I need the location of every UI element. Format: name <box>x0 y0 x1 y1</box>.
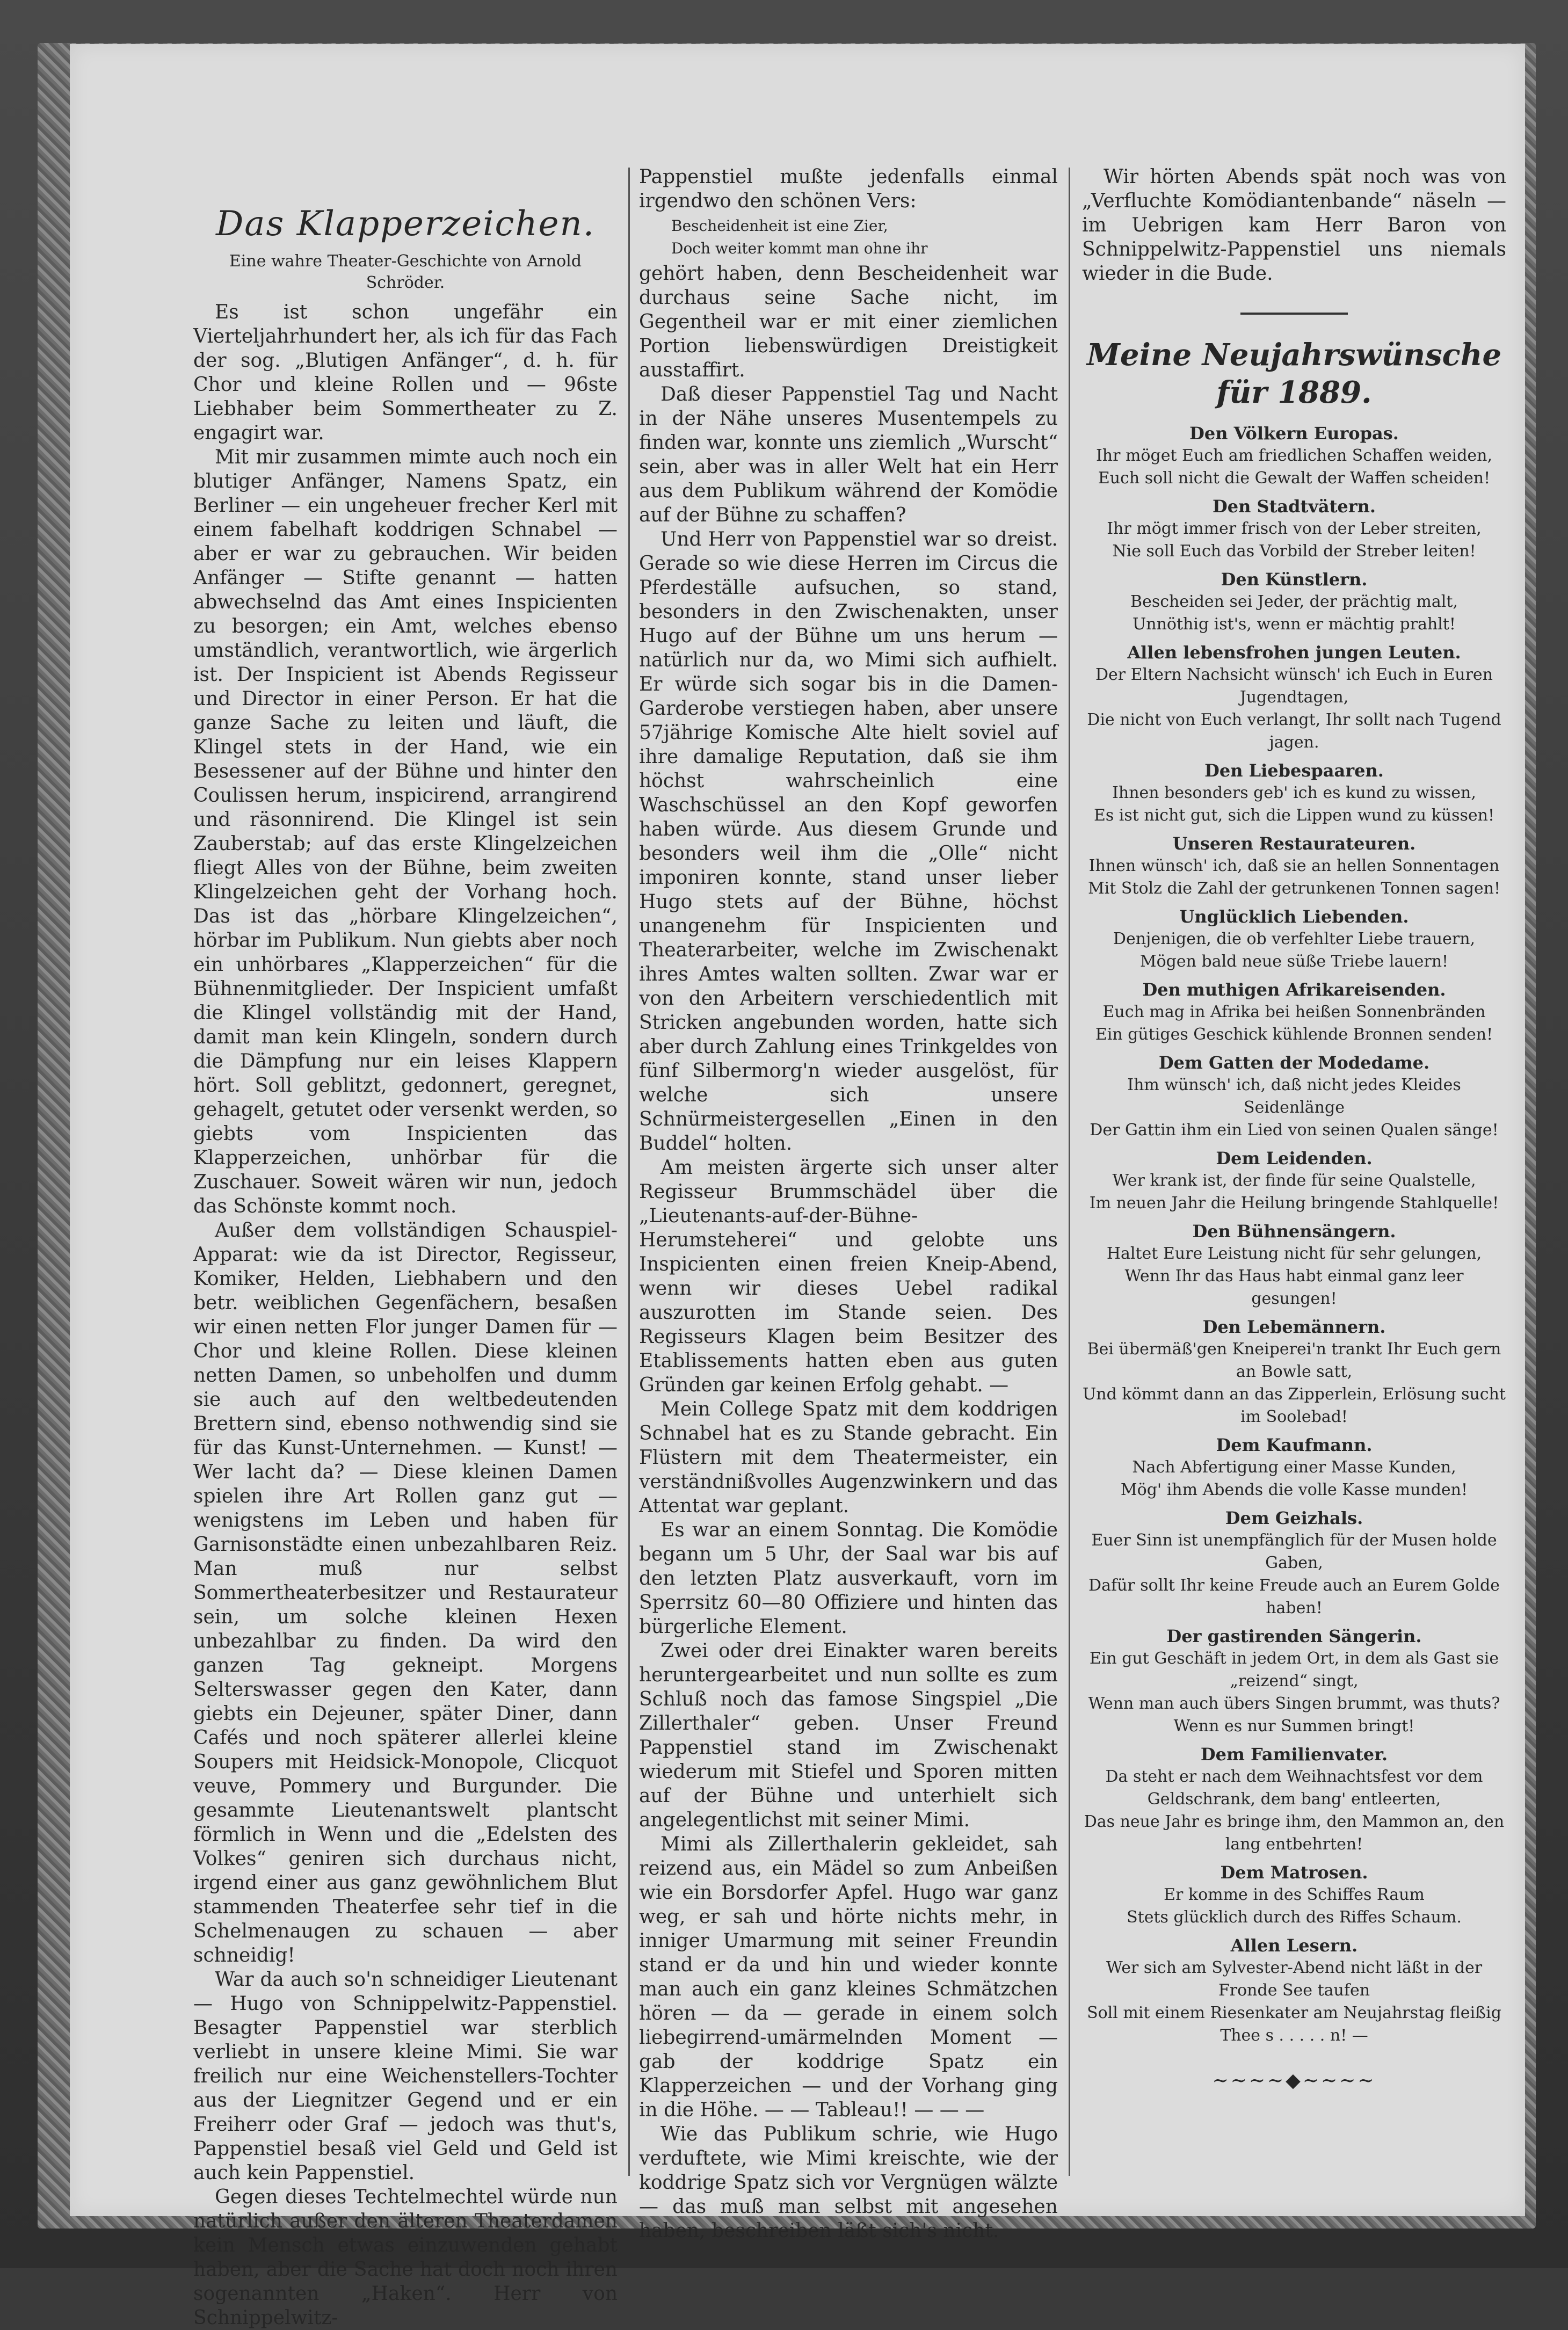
column-1 <box>193 165 618 2330</box>
story-paragraph: Gegen dieses Techtelmechtel würde nun natürlich außer den älteren Theaterdamen kein Mensch etwas einzuwenden gehabt haben, aber die Sache hat doch noch ihren sogenannten „Haken“. Herr von Schnippelwitz- <box>193 2186 618 2329</box>
wish-heading: Allen Lesern. <box>1230 1935 1358 1956</box>
wish-line: Wer krank ist, der finde für seine Qualstelle, <box>1112 1171 1476 1190</box>
wish-line: Mögen bald neue süße Triebe lauern! <box>1139 952 1449 971</box>
wish-line: Ihr mögt immer frisch von der Leber streiten, <box>1107 519 1482 538</box>
wish-heading: Dem Geizhals. <box>1225 1508 1363 1528</box>
story-title: Das Klapperzeichen. <box>215 204 596 244</box>
story-paragraph: Außer dem vollständigen Schauspiel-Apparat: wie da ist Director, Regisseur, Komiker, Helden, Liebhabern und den betr. weiblichen Gegenfächern, besaßen wir einen netten Flor junger Damen für — Chor und kleine Rollen. Diese kleinen netten Damen, so unbeholfen und dumm sie auch auf den weltbedeutenden Brettern sind, ebenso nothwendig sind sie für das Kunst-Unternehmen. — Kunst! — Wer lacht da? — Diese kleinen Damen spielen ihre Art Rollen ganz gut — wenigstens im Leben und haben für Garnisonstädte einen unbezahlbaren Reiz. Man muß nur selbst Sommertheaterbesitzer und Restaurateur sein, um solche kleinen Hexen unbezahlbar zu finden. Da wird den ganzen Tag gekneipt. Morgens Selterswasser gegen den Kater, dann giebts ein Dejeuner, später Diner, dann Cafés und noch späterer allerlei kleine Soupers mit Heidsick-Monopole, Clicquot veuve, Pommery und Burgunder. Die gesammte Lieutenantswelt plantscht förmlich in Wenn und die „Edelsten des Volkes“ geniren sich durchaus nicht, irgend einer aus ganz gewöhnlichem Blut stammenden Theaterfee sehr tief in die Schelmenaugen zu schauen — aber schneidig! <box>193 1220 618 1966</box>
story-paragraph: Es ist schon ungefähr ein Vierteljahrhundert her, als ich für das Fach der sog. „Blutigen Anfänger“, d. h. für Chor und kleine Rollen und — 96ste Liebhaber beim Sommertheater zu Z. engagirt war. <box>193 301 618 444</box>
wish-heading: Den Künstlern. <box>1221 569 1368 590</box>
wish-heading: Den Völkern Europas. <box>1189 423 1399 444</box>
story-paragraph: Wie das Publikum schrie, wie Hugo verduftete, wie Mimi kreischte, wie der koddrige Spatz sich vor Vergnügen wälzte — das muß man selbst mit angesehen haben, beschreiben läßt sich's nicht. <box>639 2123 1058 2242</box>
column-3 <box>1082 165 1506 2093</box>
wish-line: Ihnen wünsch' ich, daß sie an hellen Sonnentagen <box>1088 856 1500 875</box>
wish-line: Im neuen Jahr die Heilung bringende Stahlquelle! <box>1089 1194 1499 1213</box>
column-rule-2 <box>1069 168 1070 2176</box>
wish-heading: Dem Kaufmann. <box>1216 1435 1373 1455</box>
wish-line: Es ist nicht gut, sich die Lippen wund zu küssen! <box>1093 806 1495 825</box>
wish-line: Die nicht von Euch verlangt, Ihr sollt nach Tugend jagen. <box>1087 710 1501 752</box>
column-2 <box>639 165 1058 2243</box>
wish-heading: Dem Familienvater. <box>1200 1744 1388 1765</box>
newspaper-page <box>70 44 1525 2329</box>
story-paragraph: Und Herr von Pappenstiel war so dreist. Gerade so wie diese Herren im Circus die Pferdeställe aufsuchen, so stand, besonders in den Zwischenakten, unser Hugo auf der Bühne um uns herum — natürlich nur da, wo Mimi sich aufhielt. Er würde sich sogar bis in die Damen-Garderobe verstiegen haben, aber unsere 57jährige Komische Alte hielt soviel auf ihre damalige Reputation, daß sie ihm höchst wahrscheinlich eine Waschschüssel an den Kopf geworfen haben würde. Aus diesem Grunde und besonders weil ihm die „Olle“ nicht imponiren konnte, stand unser lieber Hugo stets auf der Bühne, höchst unangenehm für Inspicienten und Theaterarbeiter, welche im Zwischenakt ihres Amtes walten sollten. Zwar war er von den Arbeitern verschiedentlich mit Stricken angebunden worden, hatte sich aber durch Zahlung eines Trinkgeldes von fünf Silbermorg'n wieder ausgelöst, für welche sich unsere Schnürmeistergesellen „Einen in den Buddel“ holten. <box>639 528 1058 1155</box>
wish-line: Ihr möget Euch am friedlichen Schaffen weiden, <box>1095 446 1493 465</box>
wish-line: Mit Stolz die Zahl der getrunkenen Tonnen sagen! <box>1087 879 1501 898</box>
wish-line: Da steht er nach dem Weihnachtsfest vor dem Geldschrank, dem bang' entleerten, <box>1105 1767 1483 1809</box>
wish-line: Euer Sinn ist unempfänglich für der Musen holde Gaben, <box>1091 1531 1497 1572</box>
wish-line: Ihm wünsch' ich, daß nicht jedes Kleides Seidenlänge <box>1127 1076 1461 1117</box>
wish-line: Haltet Eure Leistung nicht für sehr gelungen, <box>1106 1244 1482 1263</box>
story-paragraph: Mimi als Zillerthalerin gekleidet, sah reizend aus, ein Mädel so zum Anbeißen wie ein Borsdorfer Apfel. Hugo war ganz weg, er sah und hörte nichts mehr, in inniger Umarmung mit seiner Freundin stand er da und hin und wieder konnte man auch ein ganz kleines Schmätzchen hören — da — gerade in einem solch liebegirrend-umärmelnden Moment — gab der koddrige Spatz ein Klapperzeichen — und der Vorhang ging in die Höhe. — — Tableau!! — — — <box>639 1833 1058 2121</box>
wish-heading: Den Stadtvätern. <box>1212 496 1376 517</box>
ornament-divider: ~~~~◆~~~~ <box>1212 2070 1376 2092</box>
story-closing-paragraph: Wir hörten Abends spät noch was von „Verfluchte Komödiantenbande“ näseln — im Uebrigen kam Herr Baron von Schnippelwitz-Pappenstiel uns niemals wieder in die Bude. <box>1082 166 1506 285</box>
wish-line: Er komme in des Schiffes Raum <box>1164 1885 1425 1904</box>
wishes-list <box>1082 422 1506 2047</box>
wish-line: Das neue Jahr es bringe ihm, den Mammon an, den lang entbehrten! <box>1084 1812 1505 1854</box>
wish-heading: Den Lebemännern. <box>1202 1317 1386 1337</box>
verse-line: Doch weiter kommt man ohne ihr <box>671 239 928 257</box>
wish-heading: Unglücklich Liebenden. <box>1179 906 1409 927</box>
wish-line: Der Gattin ihm ein Lied von seinen Qualen sänge! <box>1090 1121 1499 1139</box>
wish-line: Der Eltern Nachsicht wünsch' ich Euch in Euren Jugendtagen, <box>1095 665 1493 707</box>
wish-line: Dafür sollt Ihr keine Freude auch an Eurem Golde haben! <box>1088 1576 1500 1617</box>
verse-line: Bescheidenheit ist eine Zier, <box>671 217 888 235</box>
wish-line: Unnöthig ist's, wenn er mächtig prahlt! <box>1132 615 1456 634</box>
wish-line: Wer sich am Sylvester-Abend nicht läßt in der Fronde See taufen <box>1106 1958 1483 2000</box>
wish-line: Ein gut Geschäft in jedem Ort, in dem als Gast sie „reizend“ singt, <box>1089 1649 1499 1690</box>
story-paragraph: Es war an einem Sonntag. Die Komödie begann um 5 Uhr, der Saal war bis auf den letzten Platz ausverkauft, vorn im Sperrsitz 60—80 Offiziere und hinten das bürgerliche Element. <box>639 1519 1058 1638</box>
wish-line: Thee s . . . . . n! — <box>1220 2026 1368 2045</box>
wishes-title: Meine Neujahrswünsche für 1889. <box>1086 337 1502 410</box>
story-paragraph: gehört haben, denn Bescheidenheit war durchaus seine Sache nicht, im Gegentheil war er mit einer ziemlichen Portion liebenswürdigen Dreistigkeit ausstaffirt. <box>639 263 1058 381</box>
wish-heading: Der gastirenden Sängerin. <box>1166 1626 1422 1646</box>
story-paragraph: Daß dieser Pappenstiel Tag und Nacht in der Nähe unseres Musentempels zu finden war, konnte uns ziemlich „Wurscht“ sein, aber was in aller Welt hat ein Herr aus dem Publikum während der Komödie auf der Bühne zu schaffen? <box>639 383 1058 526</box>
wish-line: Bescheiden sei Jeder, der prächtig malt, <box>1130 592 1458 611</box>
wish-line: Soll mit einem Riesenkater am Neujahrstag fleißig <box>1087 2004 1501 2022</box>
wish-line: Euch soll nicht die Gewalt der Waffen scheiden! <box>1098 469 1491 488</box>
wish-heading: Den Bühnensängern. <box>1192 1221 1396 1242</box>
wish-line: Wenn man auch übers Singen brummt, was thuts? Wenn es nur Summen bringt! <box>1088 1694 1500 1736</box>
wish-line: Denjenigen, die ob verfehlter Liebe trauern, <box>1113 930 1476 948</box>
wish-line: Bei übermäß'gen Kneiperei'n trankt Ihr Euch gern an Bowle satt, <box>1087 1340 1501 1381</box>
wish-heading: Den muthigen Afrikareisenden. <box>1142 979 1446 1000</box>
wish-line: Und kömmt dann an das Zipperlein, Erlösung sucht im Soolebad! <box>1083 1385 1506 1426</box>
story-byline: Eine wahre Theater-Geschichte von Arnold Schröder. <box>229 252 582 292</box>
story-paragraph: Mein College Spatz mit dem koddrigen Schnabel hat es zu Stande gebracht. Ein Flüstern mit dem Theatermeister, ein verständnißvolles Augenzwinkern und das Attentat war geplant. <box>639 1398 1058 1517</box>
wish-line: Ihnen besonders geb' ich es kund zu wissen, <box>1112 783 1476 802</box>
wish-line: Stets glücklich durch des Riffes Schaum. <box>1127 1908 1462 1927</box>
wish-line: Ein gütiges Geschick kühlende Bronnen senden! <box>1095 1025 1493 1044</box>
wish-heading: Dem Matrosen. <box>1220 1862 1368 1883</box>
story-paragraph: Mit mir zusammen mimte auch noch ein blutiger Anfänger, Namens Spatz, ein Berliner — ein ungeheuer frecher Kerl mit einem fabelhaft koddrigen Schnabel — aber er war zu gebrauchen. Wir beiden Anfänger — Stifte genannt — hatten abwechselnd das Amt eines Inspicienten zu besorgen; ein Amt, welches ebenso umständlich, verantwortlich, wie ärgerlich ist. Der Inspicient ist Abends Regisseur und Director in einer Person. Er hat die ganze Sache zu leiten und läuft, die Klingel stets in der Hand, wie ein Besessener auf der Bühne und hinter den Coulissen herum, inspicirend, arrangirend und räsonnirend. Die Klingel ist sein Zauberstab; auf das erste Klingelzeichen fliegt Alles von der Bühne, beim zweiten Klingelzeichen geht der Vorhang hoch. Das ist das „hörbare Klingelzeichen“, hörbar im Publikum. Nun giebts aber noch ein unhörbares „Klapperzeichen“ für die Bühnenmitglieder. Der Inspicient umfaßt die Klingel vollständig mit der Hand, damit man kein Klingeln, sondern durch die Dämpfung nur ein leises Klappern hört. Soll geblitzt, gedonnert, geregnet, gehagelt, getutet oder versenkt werden, so giebts vom Inspicienten das Klapperzeichen, unhörbar für die Zuschauer. Soweit wären wir nun, jedoch das Schönste kommt noch. <box>193 446 618 1217</box>
wish-heading: Den Liebespaaren. <box>1204 760 1384 781</box>
wish-heading: Allen lebensfrohen jungen Leuten. <box>1127 642 1461 663</box>
section-separator <box>1240 313 1348 315</box>
story-paragraph: Pappenstiel mußte jedenfalls einmal irgendwo den schönen Vers: <box>639 166 1058 212</box>
wish-line: Wenn Ihr das Haus habt einmal ganz leer gesungen! <box>1124 1267 1464 1308</box>
wish-heading: Dem Leidenden. <box>1216 1148 1373 1168</box>
wish-line: Nach Abfertigung einer Masse Kunden, <box>1132 1458 1456 1477</box>
wish-heading: Dem Gatten der Modedame. <box>1158 1053 1430 1073</box>
column-rule-1 <box>628 168 630 2176</box>
wish-line: Mög' ihm Abends die volle Kasse munden! <box>1120 1480 1468 1499</box>
story-paragraph: Am meisten ärgerte sich unser alter Regisseur Brummschädel über die „Lieutenants-auf-der-Bühne-Herumsteherei“ und gelobte uns Inspicienten einen freien Kneip-Abend, wenn wir dieses Uebel radikal auszurotten im Stande seien. Des Regisseurs Klagen beim Besitzer des Etablissements hatten eben aus guten Gründen gar keinen Erfolg gehabt. — <box>639 1157 1058 1396</box>
wish-line: Nie soll Euch das Vorbild der Streber leiten! <box>1112 542 1476 561</box>
story-paragraph: War da auch so'n schneidiger Lieutenant — Hugo von Schnippelwitz-Pappenstiel. Besagter Pappenstiel war sterblich verliebt in unsere kleine Mimi. Sie war freilich nur eine Weichenstellers-Tochter aus der Liegnitzer Gegend und er ein Freiherr oder Graf — jedoch was thut's, Pappenstiel besaß viel Geld und Geld ist auch kein Pappenstiel. <box>193 1969 618 2184</box>
wish-heading: Unseren Restaurateuren. <box>1172 833 1416 854</box>
story-paragraph: Zwei oder drei Einakter waren bereits heruntergearbeitet und nun sollte es zum Schluß noch das famose Singspiel „Die Zillerthaler“ geben. Unser Freund Pappenstiel stand im Zwischenakt wiederum mit Stiefel und Sporen mitten auf der Bühne und unterhielt sich angelegentlichst mit seiner Mimi. <box>639 1640 1058 1831</box>
wish-line: Euch mag in Afrika bei heißen Sonnenbränden <box>1102 1003 1486 1021</box>
